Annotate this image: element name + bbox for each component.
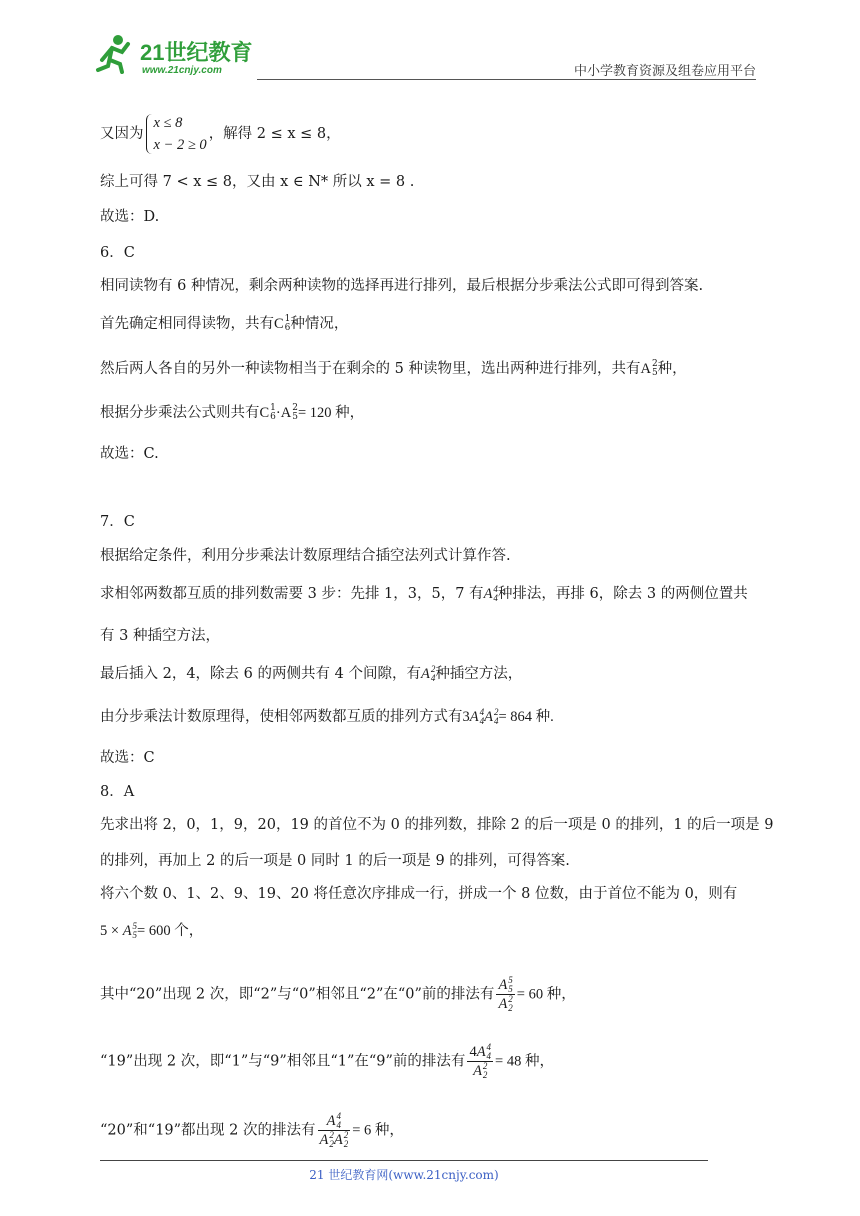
text-line: 首先确定相同得读物，共有C 1 6 种情况，	[100, 314, 349, 333]
text-line: 又因为 x ≤ 8 x − 2 ≥ 0 ，解得 2 ≤ x ≤ 8，	[100, 112, 341, 156]
text-line: 由分步乘法计数原理得，使相邻两数都互质的排列方式有3A 4 4 A 2 4 = 864 种.	[100, 707, 554, 726]
text-line: 根据分步乘法公式则共有C 1 6 ·A 2 5 = 120 种，	[100, 403, 365, 422]
text-line: 有 3 种插空方法，	[100, 628, 220, 644]
page-header	[92, 28, 756, 80]
inequality-system: x ≤ 8 x − 2 ≥ 0	[146, 112, 207, 156]
text-line: 5 × A 5 5 = 600 个，	[100, 921, 204, 940]
logo-url: www.21cnjy.com	[142, 65, 222, 76]
footer-divider	[100, 1160, 708, 1161]
text-line: 其中“20”出现 2 次，即“2”与“0”相邻且“2”在“0”前的排法有 A 5 5 A 2 2 = 60 种，	[100, 975, 576, 1013]
runner-icon	[98, 35, 128, 72]
logo-text: 21世纪教育	[140, 40, 253, 65]
text-line: 求相邻两数都互质的排列数需要 3 步：先排 1，3，5，7 有A 4 4 种排法，再排 6，除去 3 的两侧位置共	[100, 584, 748, 603]
text-line: 综上可得 7 < x ≤ 8，又由 x ∈ N* 所以 x = 8 .	[100, 174, 415, 190]
text-line: 故选：C.	[100, 446, 159, 462]
text-line: “20”和“19”都出现 2 次的排法有 A 4 4 A 2 2 A 2 2 = 6 种，	[100, 1111, 404, 1149]
question-number: 8．A	[100, 784, 135, 800]
fraction: A 5 5 A 2 2	[498, 975, 513, 1013]
header-divider	[257, 79, 756, 80]
text-line: “19”出现 2 次，即“1”与“9”相邻且“1”在“9”前的排法有 4A 4 4 A 2 2 = 48 种，	[100, 1042, 554, 1080]
fraction: A 4 4 A 2 2 A 2 2	[319, 1111, 349, 1149]
text-line: 最后插入 2，4，除去 6 的两侧共有 4 个间隙，有A 2 4 种插空方法，	[100, 664, 523, 683]
text-line: 根据给定条件，利用分步乘法计数原理结合插空法列式计算作答.	[100, 548, 511, 564]
site-name: 中小学教育资源及组卷应用平台	[573, 64, 756, 79]
text-line: 相同读物有 6 种情况，剩余两种读物的选择再进行排列，最后根据分步乘法公式即可得到答案.	[100, 278, 704, 294]
text-line: 将六个数 0、1、2、9、19、20 将任意次序排成一行，拼成一个 8 位数，由于首位不能为 0，则有	[100, 886, 738, 902]
text-line: 的排列，再加上 2 的后一项是 0 同时 1 的后一项是 9 的排列，可得答案.	[100, 853, 570, 869]
question-number: 6．C	[100, 245, 135, 261]
text-line: 先求出将 2，0，1，9，20，19 的首位不为 0 的排列数，排除 2 的后一项是 0 的排列，1 的后一项是 9	[100, 817, 774, 833]
text-line: 故选：D.	[100, 209, 160, 225]
footer-text: 21 世纪教育网(www.21cnjy.com)	[309, 1168, 499, 1182]
fraction: 4A 4 4 A 2 2	[469, 1042, 492, 1080]
text-line: 故选：C	[100, 750, 155, 766]
text-line: 然后两人各自的另外一种读物相当于在剩余的 5 种读物里，选出两种进行排列，共有A 2 5 种，	[100, 359, 687, 378]
question-number: 7．C	[100, 514, 135, 530]
logo	[92, 32, 262, 76]
